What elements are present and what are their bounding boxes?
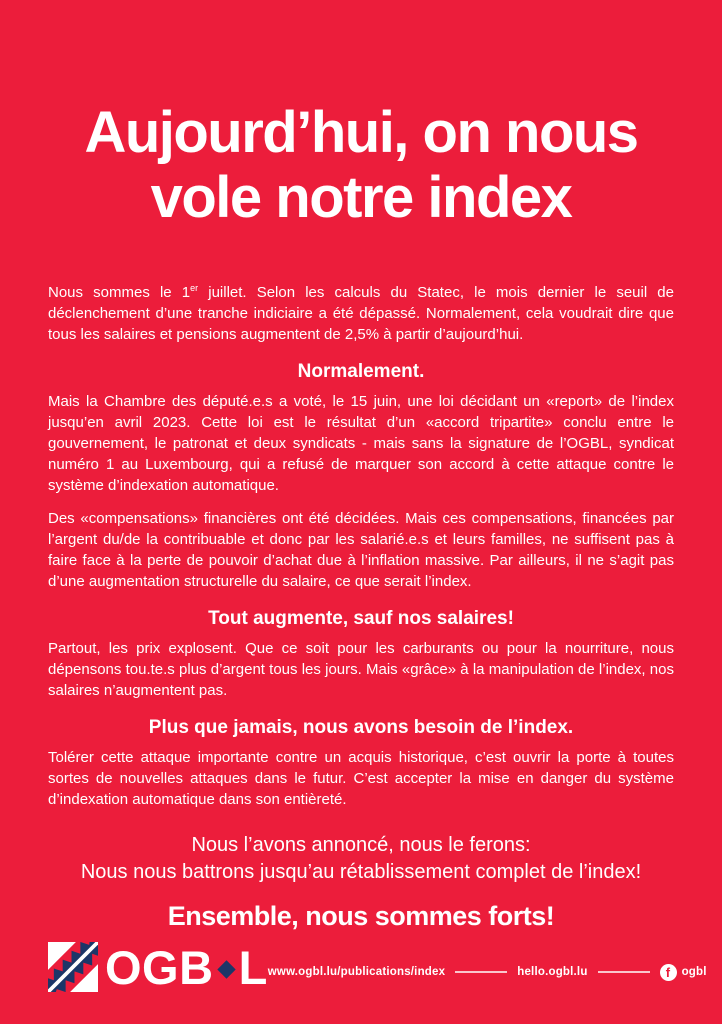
publications-link[interactable]: www.ogbl.lu/publications/index [267,966,446,978]
poster-title-line2: vole notre index [150,165,572,230]
intro-paragraph [48,282,674,345]
contact-link[interactable]: hello.ogbl.lu [517,966,588,978]
poster-footer [48,940,707,994]
facebook-link[interactable] [660,964,707,981]
ogbl-logo-text [105,940,268,994]
poster-title-line1: Aujourd’hui, on nous [84,100,638,165]
paragraph-chambre-vote: Mais la Chambre des député.e.s a voté, le 15 juin, une loi décidant un «report» de l’index jusqu’en avril 2023. Cette loi est le résultat d’un «accord tripartite» conclu entre le gouvernement, le patronat et deux syndicats - mais sans la signature de l’OGBL, syndicat numéro 1 au Luxembourg, qui a refusé de marquer son accord à cette attaque contre le système d’indexation automatique. [48,393,674,494]
divider-line [598,971,650,973]
announcement-lines [48,832,674,886]
facebook-handle: ogbl [681,966,707,978]
footer-links [268,954,707,981]
intro-text-start: Nous sommes le 1 [48,284,191,301]
poster-title [48,0,674,230]
logo-letter-l: L [238,940,268,994]
announcement-line1: Nous l’avons annoncé, nous le ferons: [191,834,531,856]
announcement-line2: Nous nous battrons jusqu’au rétablissement complet de l’index! [80,861,642,883]
intro-text-end: juillet. Selon les calculs du Statec, le mois dernier le seuil de déclenchement d’une tranche indiciaire a été dépassé. Normalement, cela voudrait dire que tous les salaires et pensions augmentent de 2,5% à partir d’aujourd’hui. [48,284,674,343]
ordinal-superscript: er [190,283,199,293]
paragraph-compensations: Des «compensations» financières ont été décidées. Mais ces compensations, financées par l’argent du/de la contribuable et donc par les salarié.e.s et leurs familles, ne suffisent pas à faire face à la perte de pouvoir d’achat due à l’inflation massive. Par ailleurs, il ne s’agit pas d’une augmentation structurelle du salaire, ce que serait l’index. [48,510,674,590]
paragraph-tolerer-attaque: Tolérer cette attaque importante contre un acquis historique, c’est ouvrir la porte à toutes sortes de nouvelles attaques dans le futur. C’est accepter la mise en danger du système d’indexation automatique dans son entièreté. [48,749,674,808]
logo-letters-ogb: OGB [105,940,214,994]
ogbl-logo [48,942,268,992]
ogbl-logo-icon [48,942,98,992]
heading-besoin-index: Plus que jamais, nous avons besoin de l’index. [148,717,574,738]
paragraph-prix-explosent: Partout, les prix explosent. Que ce soit pour les carburants ou pour la nourriture, nous dépensons tou.te.s plus d’argent tous les jours. Mais «grâce» à la manipulation de l’index, nos salaires n’augmentent pas. [48,640,674,699]
heading-tout-augmente: Tout augmente, sauf nos salaires! [208,608,514,629]
heading-normalement: Normalement. [297,361,425,382]
slogan-ensemble: Ensemble, nous sommes forts! [167,901,555,931]
divider-line [455,971,507,973]
facebook-icon: f [660,964,677,981]
logo-diamond-icon [217,960,235,978]
